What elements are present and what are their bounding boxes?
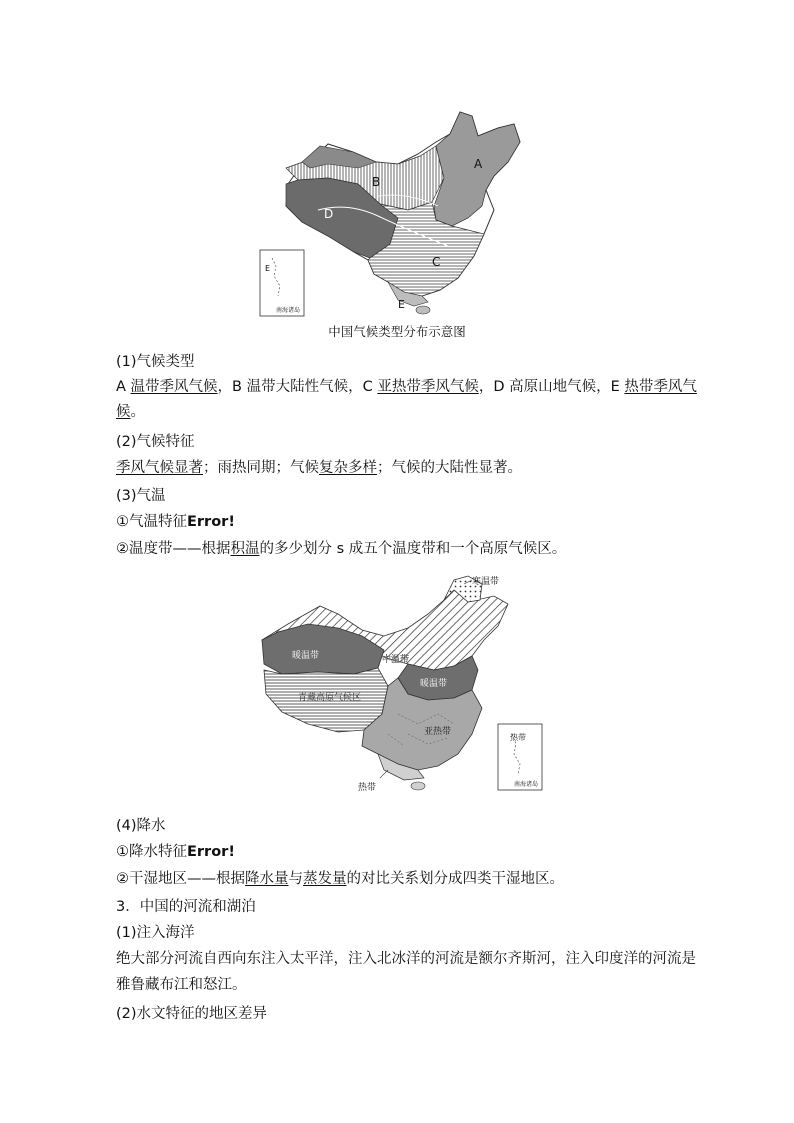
climate-types-text-cont: 候。 bbox=[116, 404, 145, 420]
heading-climate-features: (2)气候特征 bbox=[116, 434, 195, 450]
label-warm-temperate-west: 暖温带 bbox=[292, 651, 320, 661]
heading-rivers-lakes: 3．中国的河流和湖泊 bbox=[116, 899, 256, 915]
heading-climate-types: (1)气候类型 bbox=[116, 354, 195, 370]
label-e: E bbox=[398, 298, 405, 311]
heading-ocean-inflow: (1)注入海洋 bbox=[116, 925, 195, 941]
precipitation-features: ①降水特征Error! bbox=[116, 844, 235, 860]
heading-precipitation: (4)降水 bbox=[116, 818, 166, 834]
map1-caption: 中国气候类型分布示意图 bbox=[328, 324, 466, 339]
label-a: A bbox=[474, 157, 483, 171]
inset-label-tropical: 热带 bbox=[510, 733, 526, 742]
label-subtropical: 亚热带 bbox=[424, 727, 452, 737]
leader-line bbox=[380, 770, 388, 778]
label-mid-temperate: 中温带 bbox=[382, 655, 410, 665]
label-warm-temperate-east: 暖温带 bbox=[420, 679, 448, 689]
climate-features-text: 季风气候显著；雨热同期；气候复杂多样；气候的大陆性显著。 bbox=[116, 460, 522, 476]
climate-type-map bbox=[258, 106, 528, 318]
label-cold-temperate: 寒温带 bbox=[472, 577, 500, 587]
inset-caption: 南海诸岛 bbox=[276, 307, 301, 314]
hainan-island bbox=[411, 782, 425, 790]
region-north-strip bbox=[302, 146, 376, 168]
ocean-inflow-text-cont: 雅鲁藏布江和怒江。 bbox=[116, 977, 247, 993]
ocean-inflow-text: 绝大部分河流自西向东注入太平洋，注入北冰洋的河流是额尔齐斯河，注入印度洋的河流是 bbox=[116, 951, 696, 967]
label-tropical: 热带 bbox=[358, 783, 377, 793]
hainan-island bbox=[416, 306, 430, 314]
label-c: C bbox=[432, 255, 441, 269]
dry-wet-regions-text: ②干湿地区——根据降水量与蒸发量的对比关系划分成四类干湿地区。 bbox=[116, 871, 564, 887]
inset-caption: 南海诸岛 bbox=[514, 781, 539, 788]
label-b: B bbox=[372, 175, 381, 189]
climate-types-text: A 温带季风气候，B 温带大陆性气候，C 亚热带季风气候，D 高原山地气候，E 热带季风气 bbox=[116, 379, 697, 395]
temperature-features: ①气温特征Error! bbox=[116, 514, 235, 530]
temperature-zones-text: ②温度带——根据积温的多少划分 s 成五个温度带和一个高原气候区。 bbox=[116, 541, 567, 557]
label-d: D bbox=[324, 207, 334, 221]
heading-hydrology: (2)水文特征的地区差异 bbox=[116, 1006, 268, 1022]
label-plateau: 青藏高原气候区 bbox=[298, 693, 362, 703]
heading-temperature: (3)气温 bbox=[116, 488, 166, 504]
temperature-zone-map bbox=[258, 574, 544, 794]
inset-label-e: E bbox=[265, 264, 271, 273]
